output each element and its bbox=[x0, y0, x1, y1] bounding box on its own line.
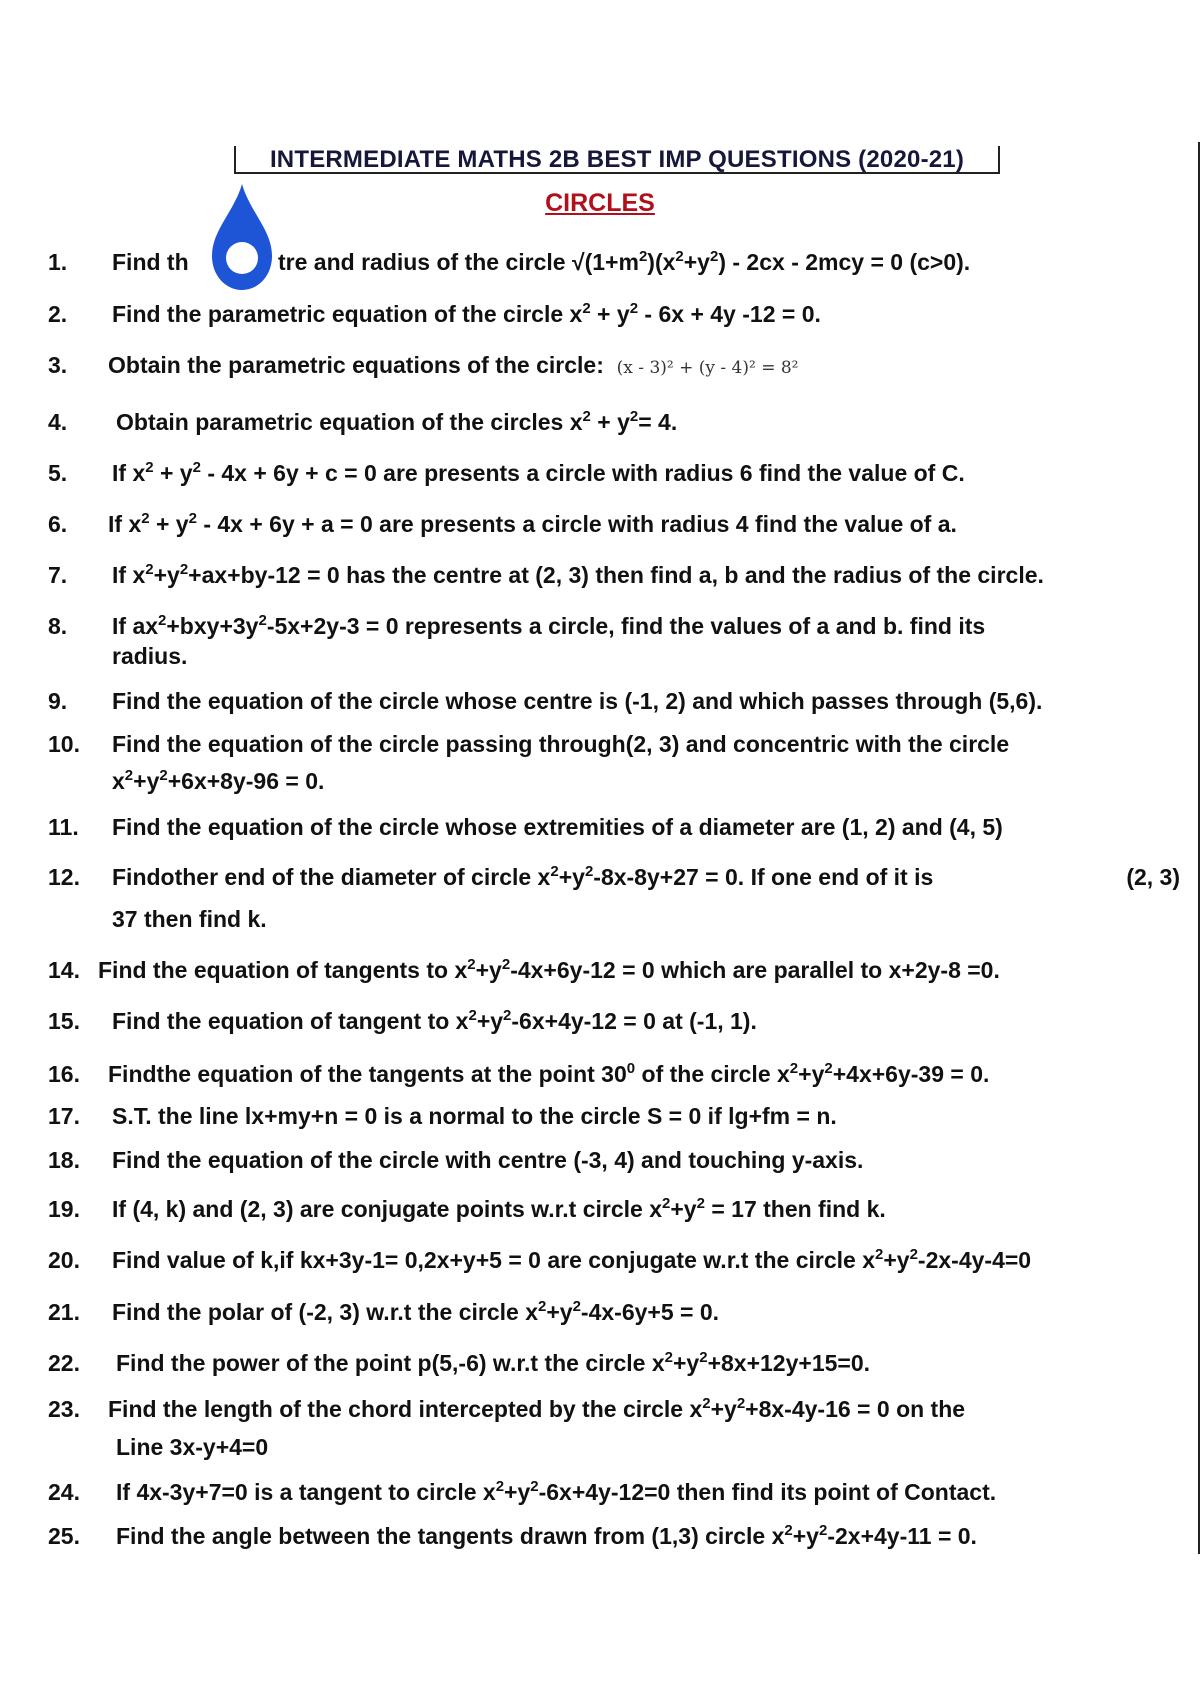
question-text-continued: $x^2+y^2+6x+8y-96 = 0$. bbox=[112, 767, 325, 794]
question-text: Find the equation of the circle with centre (-3, 4) and touching y-axis. bbox=[112, 1147, 864, 1173]
question-text: Find the power of the point p(5,-6) w.r.t the circle $x^2+y^2+8x+12y+15=0$. bbox=[116, 1349, 871, 1376]
question-text: If (4, k) and (2, 3) are conjugate points w.r.t circle $x^2+y^2 = 17$ then find k. bbox=[112, 1195, 886, 1222]
question-number: 15. bbox=[48, 1008, 80, 1034]
question-text: Findthe equation of the tangents at the point $30^0$ of the circle $x^2+y^2+4x+6y-39 = 0$. bbox=[108, 1060, 990, 1087]
question-text-start: Find th bbox=[112, 249, 189, 275]
page-title: INTERMEDIATE MATHS 2B BEST IMP QUESTIONS (2020-21) bbox=[234, 146, 1000, 174]
question-number: 11. bbox=[48, 814, 79, 840]
question-text: Find value of k,if kx+3y-1= 0,2x+y+5 = 0 are conjugate w.r.t the circle $x^2+y^2-2x-4y-4=0$ bbox=[112, 1246, 1032, 1273]
question-number: 20. bbox=[48, 1247, 80, 1273]
question-text: Find the equation of tangents to $x^2+y^2-4x+6y-12 = 0$ which are parallel to x+2y-8 =0. bbox=[98, 956, 1000, 983]
question-number: 14. bbox=[48, 957, 80, 983]
question-text-continued: radius. bbox=[112, 643, 188, 669]
question-point: (2, 3) bbox=[1126, 864, 1180, 890]
question-number: 21. bbox=[48, 1299, 80, 1325]
question-number: 18. bbox=[48, 1147, 80, 1173]
question-equation: (x - 3)² + (y - 4)² = 8² bbox=[616, 358, 799, 378]
question-number: 25. bbox=[48, 1523, 80, 1549]
question-number: 12. bbox=[48, 864, 80, 890]
question-number: 10. bbox=[48, 731, 80, 757]
question-number: 7. bbox=[48, 562, 68, 588]
question-text: If $x^2 + y^2 - 4x + 6y + a = 0$ are presents a circle with radius 4 find the value of a. bbox=[108, 510, 957, 537]
question-number: 19. bbox=[48, 1196, 80, 1222]
question-text: Obtain parametric equation of the circles $x^2 + y^2= 4$. bbox=[116, 408, 678, 435]
question-number: 1. bbox=[48, 249, 68, 275]
water-drop-icon[interactable] bbox=[210, 182, 274, 294]
question-text: If 4x-3y+7=0 is a tangent to circle $x^2+y^2-6x+4y-12=0$ then find its point of Contact. bbox=[116, 1478, 997, 1505]
question-number: 24. bbox=[48, 1479, 80, 1505]
question-text: If $x^2+y^2+ax+by-12 = 0$ has the centre at (2, 3) then find a, b and the radius of the circle. bbox=[112, 561, 1044, 588]
question-number: 4. bbox=[48, 409, 68, 435]
question-text bbox=[108, 350, 1182, 383]
question-number: 9. bbox=[48, 688, 68, 714]
question-text: Find the polar of (-2, 3) w.r.t the circle $x^2+y^2-4x-6y+5 = 0$. bbox=[112, 1298, 720, 1325]
question-text: Find the equation of the circle passing through(2, 3) and concentric with the circle bbox=[112, 731, 1010, 757]
question-text: Find the length of the chord intercepted by the circle $x^2+y^2+8x-4y-16 = 0$ on the bbox=[108, 1395, 966, 1422]
question-number: 17. bbox=[48, 1103, 80, 1129]
question-text: Find the equation of the circle whose extremities of a diameter are (1, 2) and (4, 5) bbox=[112, 814, 1003, 840]
section-heading: CIRCLES bbox=[545, 189, 655, 217]
question-text-continued: 37 then find k. bbox=[112, 906, 267, 932]
question-number: 8. bbox=[48, 613, 68, 639]
question-number: 23. bbox=[48, 1396, 80, 1422]
question-number: 22. bbox=[48, 1350, 80, 1376]
question-number: 5. bbox=[48, 460, 68, 486]
question-number: 6. bbox=[48, 511, 68, 537]
question-number: 2. bbox=[48, 301, 68, 327]
question-number: 3. bbox=[48, 352, 68, 378]
question-text-main: Obtain the parametric equations of the circle: bbox=[108, 352, 604, 378]
question-text-continued: tre and radius of the circle $√(1+m^2)(x^2+y^2) - 2cx - 2mcy = 0$ (c>0). bbox=[278, 248, 971, 275]
question-text: Find the angle between the tangents drawn from (1,3) circle $x^2+y^2-2x+4y-11 = 0$. bbox=[116, 1522, 977, 1549]
question-text-continued: Line 3x-y+4=0 bbox=[116, 1434, 269, 1460]
question-text: Findother end of the diameter of circle $x^2+y^2-8x-8y+27 = 0$. If one end of it is bbox=[112, 863, 934, 890]
question-text: Find the equation of the circle whose centre is (-1, 2) and which passes through (5,6). bbox=[112, 688, 1043, 714]
question-text: If $x^2 + y^2 - 4x + 6y + c = 0$ are presents a circle with radius 6 find the value of C. bbox=[112, 459, 965, 486]
question-text: Find the parametric equation of the circle $x^2 + y^2 - 6x + 4y$ -12 = 0. bbox=[112, 300, 821, 327]
question-number: 16. bbox=[48, 1061, 80, 1087]
question-text: Find the equation of tangent to $x^2+y^2-6x+4y-12 = 0$ at (-1, 1). bbox=[112, 1007, 757, 1034]
question-text: S.T. the line lx+my+n = 0 is a normal to the circle S = 0 if lg+fm = n. bbox=[112, 1103, 837, 1129]
question-text: If $ax^2+bxy+3y^2-5x+2y-3 = 0$ represents a circle, find the values of a and b. find its bbox=[112, 612, 986, 639]
